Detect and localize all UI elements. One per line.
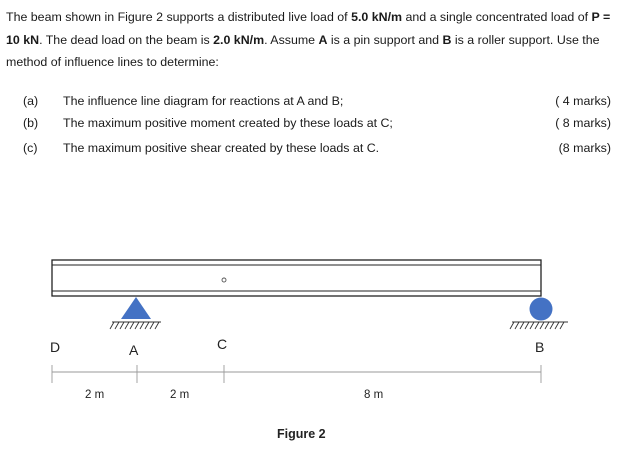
ground-hatch-a bbox=[110, 322, 159, 329]
question-text: The maximum positive moment created by these loads at C; bbox=[63, 116, 393, 130]
dimension-line bbox=[52, 365, 541, 383]
pin-support-a bbox=[121, 297, 151, 319]
point-label-b: B bbox=[535, 339, 545, 355]
support-b-label: B bbox=[442, 32, 452, 47]
roller-support-b bbox=[530, 298, 553, 321]
question-text: The maximum positive shear created by these loads at C. bbox=[63, 141, 380, 155]
question-label: (b) bbox=[23, 116, 39, 130]
point-label-d: D bbox=[50, 339, 61, 355]
question-a-marks: ( 4 marks) bbox=[555, 94, 611, 108]
statement-text: is a pin support and bbox=[327, 32, 443, 47]
question-text: The influence line diagram for reactions at A and B; bbox=[63, 94, 344, 108]
statement-text: . Assume bbox=[264, 32, 319, 47]
statement-text: The beam shown in Figure 2 supports a distributed live load of bbox=[6, 10, 352, 24]
question-label: (c) bbox=[23, 141, 38, 155]
point-load-value: P = 10 kN bbox=[6, 10, 611, 47]
figure-caption: Figure 2 bbox=[277, 427, 326, 441]
question-c-marks: (8 marks) bbox=[558, 141, 611, 155]
point-label-c: C bbox=[217, 336, 228, 352]
statement-text: is a roller support. Use the method of influence lines to determine: bbox=[6, 32, 600, 69]
dimension-cb: 8 m bbox=[364, 389, 384, 401]
dimension-ac: 2 m bbox=[170, 389, 190, 401]
statement-text: . The dead load on the beam is bbox=[39, 32, 214, 47]
dimension-da: 2 m bbox=[85, 389, 105, 401]
question-b-marks: ( 8 marks) bbox=[555, 116, 611, 130]
dead-load-value: 2.0 kN/m bbox=[213, 32, 265, 47]
live-load-value: 5.0 kN/m bbox=[351, 10, 403, 24]
point-label-a: A bbox=[129, 342, 139, 358]
ground-hatch-b bbox=[510, 322, 564, 329]
statement-text: and a single concentrated load of bbox=[402, 10, 592, 24]
support-a-label: A bbox=[318, 32, 328, 47]
question-label: (a) bbox=[23, 94, 39, 108]
